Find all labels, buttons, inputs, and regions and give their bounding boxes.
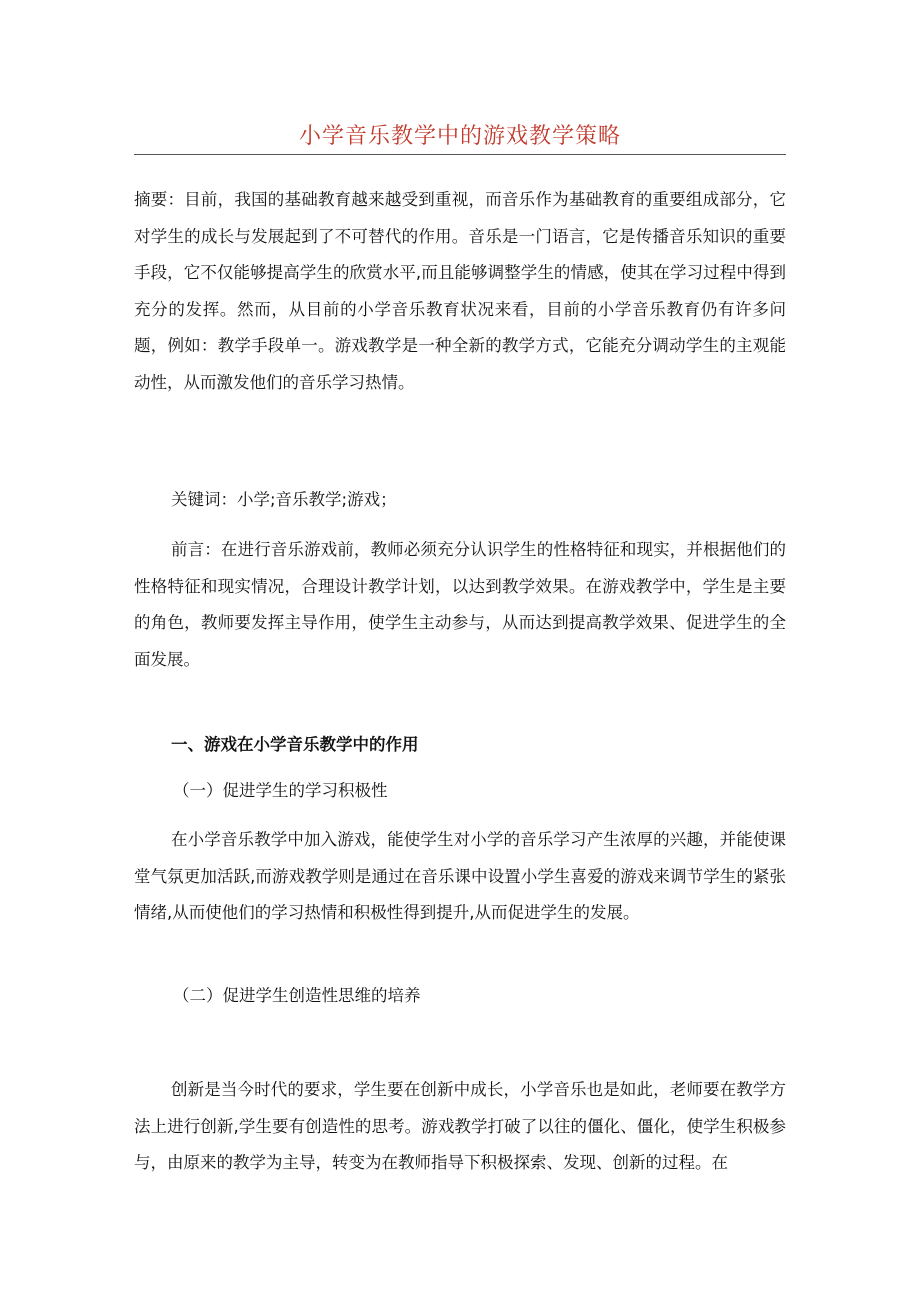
- abstract-paragraph: 摘要：目前，我国的基础教育越来越受到重视，而音乐作为基础教育的重要组成部分，它对学生的成长与发展起到了不可替代的作用。音乐是一门语言，它是传播音乐知识的重要手段，它不仅能够提高学生的欣赏水平,而且能够调整学生的情感，使其在学习过程中得到充分的发挥。然而，从目前的小学音乐教育状况来看，目前的小学音乐教育仍有许多问题，例如：教学手段单一。游戏教学是一种全新的教学方式，它能充分调动学生的主观能动性，从而激发他们的音乐学习热情。: [134, 190, 786, 392]
- preface-paragraph: 前言：在进行音乐游戏前，教师必须充分认识学生的性格特征和现实，并根据他们的性格特征和现实情况，合理设计教学计划，以达到教学效果。在游戏教学中，学生是主要的角色，教师要发挥主导作用，使学生主动参与，从而达到提高教学效果、促进学生的全面发展。: [134, 540, 786, 669]
- document-title: 小学音乐教学中的游戏教学策略: [298, 124, 621, 149]
- section1-heading: 一、游戏在小学音乐教学中的作用: [171, 735, 419, 754]
- subsection1-heading: （一）促进学生的学习积极性: [173, 781, 388, 800]
- title-underline: [134, 154, 786, 155]
- subsection2-paragraph: 创新是当今时代的要求，学生要在创新中成长，小学音乐也是如此，老师要在教学方法上进行创新,学生要有创造性的思考。游戏教学打破了以往的僵化、僵化，使学生积极参与，由原来的教学为主导，转变为在教师指导下积极探索、发现、创新的过程。在: [134, 1080, 786, 1172]
- subsection2-heading: （二）促进学生创造性思维的培养: [173, 986, 421, 1005]
- subsection1-paragraph: 在小学音乐教学中加入游戏，能使学生对小学的音乐学习产生浓厚的兴趣，并能使课堂气氛更加活跃,而游戏教学则是通过在音乐课中设置小学生喜爱的游戏来调节学生的紧张情绪,从而使他们的学习热情和积极性得到提升,从而促进学生的发展。: [134, 830, 786, 922]
- keywords-line: 关键词：小学;音乐教学;游戏；: [171, 490, 397, 509]
